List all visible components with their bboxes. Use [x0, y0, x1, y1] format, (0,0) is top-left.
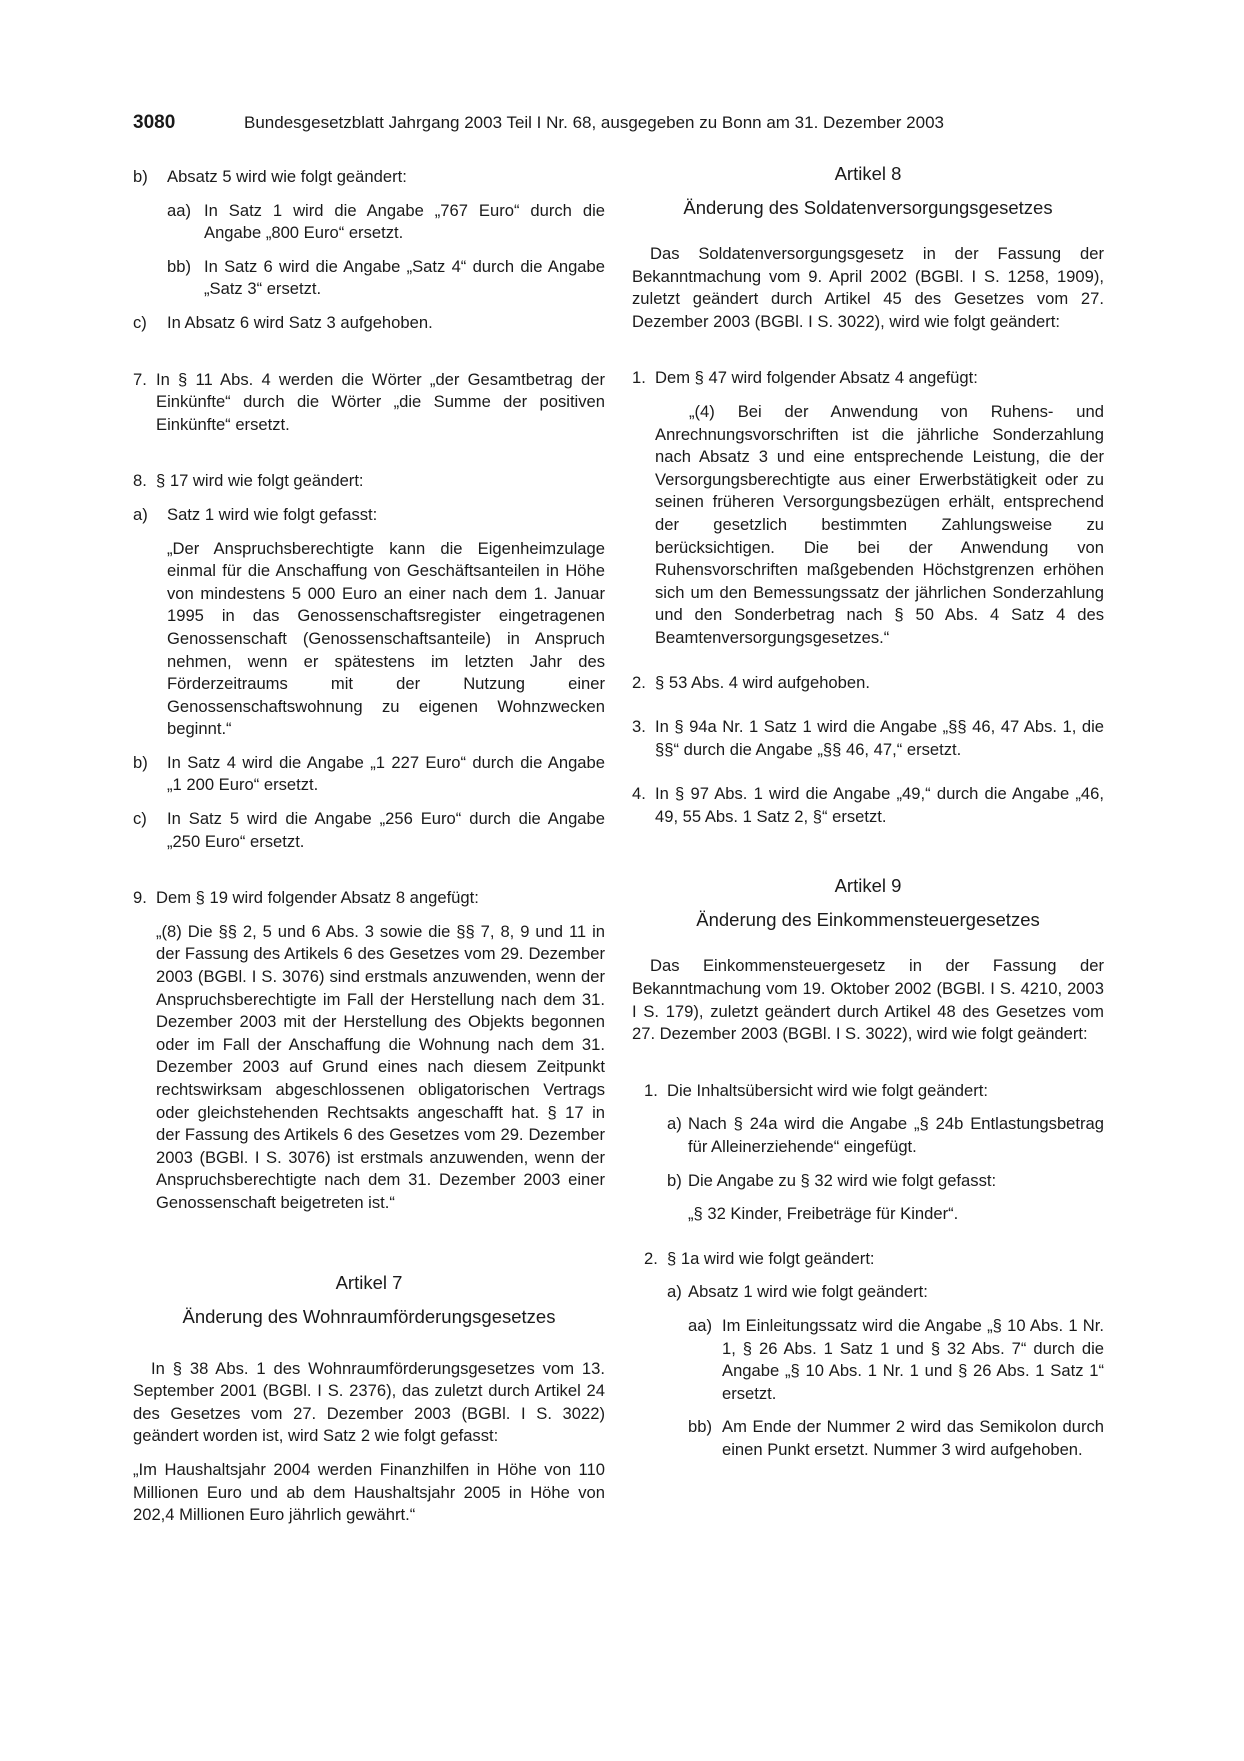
list-item — [667, 1281, 1104, 1304]
right-column — [632, 163, 1104, 1462]
item-text: Absatz 1 wird wie folgt geändert: — [688, 1282, 928, 1302]
item-number: 2. — [632, 672, 646, 692]
list-item — [632, 367, 1104, 390]
article-intro: Das Einkommensteuergesetz in der Fassung der Bekanntmachung vom 19. Oktober 2002 (BGBl. I S. 4210, 2003 I S. 179), zuletzt geändert durch Artikel 48 des Gesetzes vom 27. Dezember 2003 (BGBl. I S. 3022), wird wie folgt geändert: — [632, 956, 1104, 1044]
item-text: Im Einleitungssatz wird die Angabe „§ 10 Abs. 1 Nr. 1, § 26 Abs. 1 Satz 1 und § 32 Abs. 7“ durch die Angabe „§ 10 Abs. 1 Nr. 1 und § 26 Abs. 1 Satz 1“ ersetzt. — [722, 1316, 1104, 1403]
item-number: b) — [667, 1170, 682, 1190]
item-number: 7. — [133, 369, 147, 389]
list-item — [133, 504, 605, 527]
item-text: In § 97 Abs. 1 wird die Angabe „49,“ durch die Angabe „46, 49, 55 Abs. 1 Satz 2, §“ ersetzt. — [655, 784, 1104, 826]
item-number: c) — [133, 312, 147, 332]
list-item — [688, 1416, 1104, 1461]
item-text: § 17 wird wie folgt geändert: — [156, 471, 364, 491]
item-number: 1. — [632, 368, 646, 388]
quoted-text: „§ 32 Kinder, Freibeträge für Kinder“. — [688, 1204, 959, 1224]
list-item — [644, 1080, 1104, 1103]
list-item — [133, 312, 605, 335]
list-item — [688, 1315, 1104, 1405]
item-text: In Satz 4 wird die Angabe „1 227 Euro“ durch die Angabe „1 200 Euro“ ersetzt. — [167, 752, 605, 795]
item-number: 3. — [632, 717, 646, 737]
article-title: Artikel 9 — [834, 875, 902, 897]
item-text: Dem § 19 wird folgender Absatz 8 angefügt: — [156, 888, 479, 908]
item-number: a) — [667, 1282, 682, 1302]
list-item — [667, 1113, 1104, 1158]
item-number: a) — [667, 1114, 682, 1134]
quoted-text: „(8) Die §§ 2, 5 und 6 Abs. 3 sowie die §§ 7, 8, 9 und 11 in der Fassung des Artikels 6 des Gesetzes vom 29. Dezember 2003 (BGBl. I S. 3076) sind erstmals anzuwenden, wenn der Anspruchsberechtigte im Fall der Herstellung nach dem 31. Dezember 2003 mit der Herstellung des Objekts begonnen oder im Fall der Anschaffung die Wohnung nach dem 31. Dezember 2003 auf Grund eines nach diesem Zeitpunkt rechtswirksam abgeschlossenen obligatorischen Vertrags oder gleichstehenden Rechtsakts angeschafft hat. § 17 in der Fassung des Artikels 6 des Gesetzes vom 29. Dezember 2003 (BGBl. I S. 3076) ist erstmals anzuwenden, wenn der Anspruchsberechtigte nach dem 31. Dezember 2003 einer Genossenschaft beigetreten ist.“ — [156, 921, 605, 1212]
article-intro: In § 38 Abs. 1 des Wohnraumförderungsgesetzes vom 13. September 2001 (BGBl. I S. 2376), das zuletzt durch Artikel 24 des Gesetzes vom 27. Dezember 2003 (BGBl. I S. 3022) geändert worden ist, wird Satz 2 wie folgt gefasst: — [133, 1358, 605, 1446]
item-number: 9. — [133, 888, 147, 908]
item-text: In § 94a Nr. 1 Satz 1 wird die Angabe „§§ 46, 47 Abs. 1, die §§“ durch die Angabe „§§ 46, 47,“ ersetzt. — [655, 717, 1104, 759]
list-item — [133, 470, 605, 493]
item-text: Die Angabe zu § 32 wird wie folgt gefasst: — [688, 1170, 997, 1190]
item-number: bb) — [167, 256, 191, 276]
item-number: aa) — [167, 200, 191, 220]
item-number: 4. — [632, 784, 646, 804]
article-intro: Das Soldatenversorgungsgesetz in der Fassung der Bekanntmachung vom 9. April 2002 (BGBl. I S. 1258, 1909), zuletzt geändert durch Artikel 45 des Gesetzes vom 27. Dezember 2003 (BGBl. I S. 3022), wird wie folgt geändert: — [632, 244, 1104, 331]
list-item — [667, 1170, 1104, 1193]
item-number: a) — [133, 504, 148, 524]
article-subtitle: Änderung des Soldatenversorgungsgesetzes — [683, 197, 1053, 218]
item-number: 8. — [133, 471, 147, 491]
article-title: Artikel 8 — [834, 163, 902, 184]
item-text: Am Ende der Nummer 2 wird das Semikolon durch einen Punkt ersetzt. Nummer 3 wird aufgehoben. — [722, 1417, 1104, 1459]
quoted-text: „Im Haushaltsjahr 2004 werden Finanzhilfen in Höhe von 110 Millionen Euro und ab dem Haushaltsjahr 2005 in Höhe von 202,4 Millionen Euro jährlich gewährt.“ — [133, 1459, 605, 1525]
item-text: In Satz 1 wird die Angabe „767 Euro“ durch die Angabe „800 Euro“ ersetzt. — [204, 200, 605, 243]
article-subtitle: Änderung des Einkommensteuergesetzes — [696, 909, 1040, 931]
item-number: b) — [133, 752, 148, 772]
list-item — [133, 887, 605, 910]
item-text: Dem § 47 wird folgender Absatz 4 angefügt: — [655, 368, 978, 388]
item-number: 1. — [644, 1080, 658, 1100]
article-title: Artikel 7 — [335, 1271, 403, 1293]
item-text: Nach § 24a wird die Angabe „§ 24b Entlastungsbetrag für Alleinerziehende“ eingefügt. — [688, 1114, 1104, 1157]
item-number: aa) — [688, 1316, 712, 1335]
list-item — [632, 783, 1104, 828]
list-item — [133, 369, 605, 437]
page-number: 3080 — [133, 112, 176, 133]
list-item — [644, 1248, 1104, 1271]
list-item — [632, 716, 1104, 761]
article-subtitle: Änderung des Wohnraumförderungsgesetzes — [182, 1305, 556, 1327]
item-number: c) — [133, 809, 147, 829]
quoted-text: „(4) Bei der Anwendung von Ruhens- und Anrechnungsvorschriften ist die jährliche Sonderzahlung nach Absatz 3 und eine entsprechende Leistung, die der Versorgungsberechtigte aus einer Erwerbstätigkeit oder zu seinen früheren Versorgungsbezügen erhält, entsprechend der gesetzlich bestimmten Zahlungsweise zu berücksichtigen. Die bei der Anwendung von Ruhensvorschriften maßgebenden Höchstgrenzen erhöhen sich um den Bemessungssatz der jährlichen Sonderzahlung und den Sonderbetrag nach § 50 Abs. 4 Satz 4 des Beamtenversorgungsgesetzes.“ — [655, 401, 1104, 647]
item-text: § 53 Abs. 4 wird aufgehoben. — [655, 672, 870, 692]
quoted-text: „Der Anspruchsberechtigte kann die Eigenheimzulage einmal für die Anschaffung von Geschäftsanteilen in Höhe von mindestens 5 000 Euro an einer nach dem 1. Januar 1995 in das Genossenschaftsregister eingetragenen Genossenschaft (Genossenschaftsanteile) in Anspruch nehmen, wenn er spätestens im letzten Jahr des Förderzeitraums mit der Nutzung einer Genossenschaftswohnung zu eigenen Wohnzwecken beginnt.“ — [167, 538, 605, 739]
item-number: b) — [133, 167, 148, 186]
item-number: bb) — [688, 1417, 712, 1437]
list-item — [133, 752, 605, 797]
list-item — [167, 200, 605, 245]
list-item — [133, 166, 605, 189]
item-text: § 1a wird wie folgt geändert: — [667, 1248, 875, 1268]
running-header — [133, 112, 1013, 134]
item-number: 2. — [644, 1248, 658, 1268]
item-text: In Satz 5 wird die Angabe „256 Euro“ durch die Angabe „250 Euro“ ersetzt. — [167, 809, 605, 851]
list-item — [167, 256, 605, 301]
item-text: In § 11 Abs. 4 werden die Wörter „der Gesamtbetrag der Einkünfte“ durch die Wörter „die Summe der positiven Einkünfte“ ersetzt. — [156, 369, 605, 434]
item-text: Absatz 5 wird wie folgt geändert: — [167, 167, 407, 186]
list-item — [133, 808, 605, 853]
header-title: Bundesgesetzblatt Jahrgang 2003 Teil I Nr. 68, ausgegeben zu Bonn am 31. Dezember 2003 — [244, 113, 944, 132]
item-text: In Satz 6 wird die Angabe „Satz 4“ durch die Angabe „Satz 3“ ersetzt. — [204, 256, 605, 299]
list-item — [632, 672, 1104, 695]
item-text: In Absatz 6 wird Satz 3 aufgehoben. — [167, 312, 433, 332]
left-column — [133, 166, 605, 1527]
item-text: Satz 1 wird wie folgt gefasst: — [167, 504, 378, 524]
item-text: Die Inhaltsübersicht wird wie folgt geändert: — [667, 1080, 988, 1100]
